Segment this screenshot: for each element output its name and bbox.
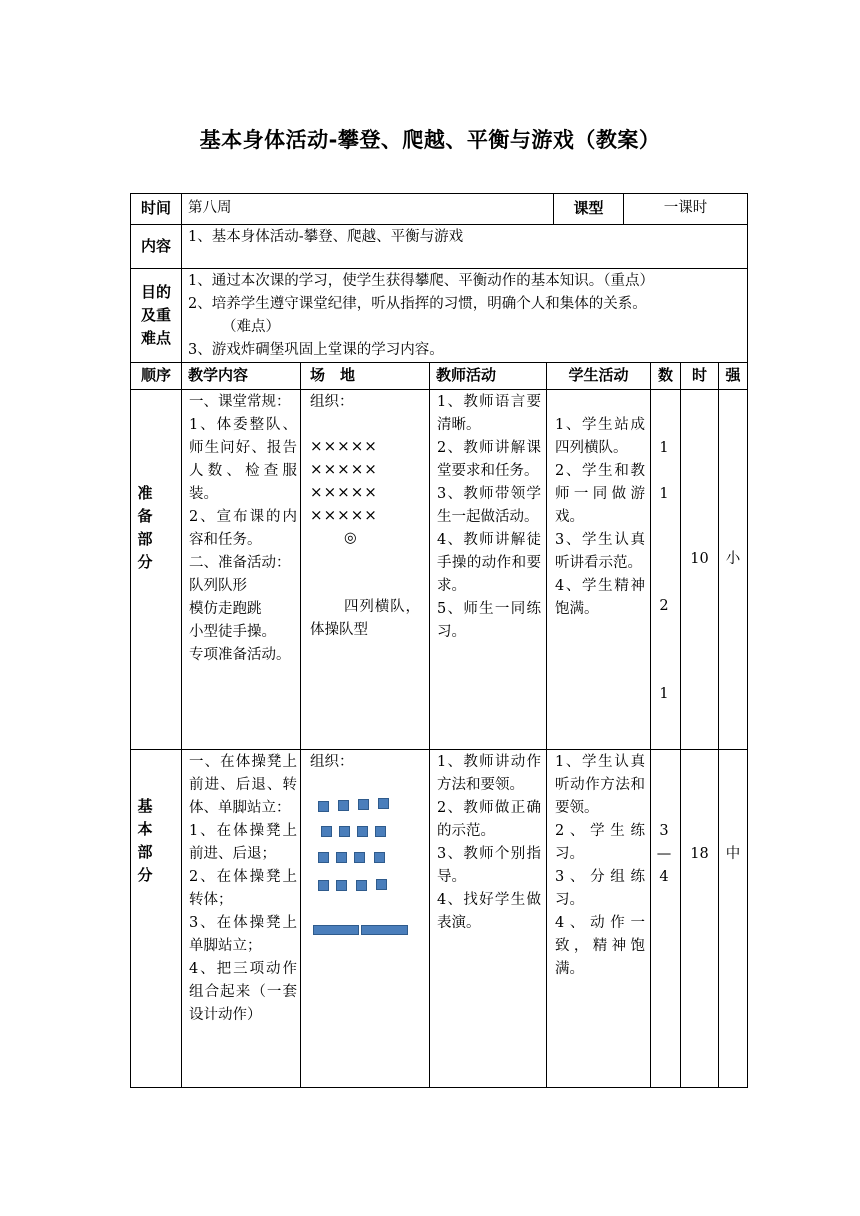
- count-value: 2: [659, 598, 669, 614]
- intensity-value: 中: [725, 846, 741, 862]
- student-block-icon: [374, 852, 385, 863]
- student-block-icon: [375, 826, 386, 837]
- content-label: 内容: [140, 237, 171, 255]
- type-value: 一课时: [663, 200, 708, 216]
- col-header-content: 教学内容: [188, 366, 249, 384]
- teacher-activity: 1、教师语言要清晰。 2、教师讲解课堂要求和任务。 3、教师带领学生一起做活动。 4、教师讲解徒手操的动作和要求。 5、师生一同练习。: [437, 394, 541, 640]
- col-header-time: 时: [691, 366, 707, 384]
- intensity-value: 小: [725, 551, 741, 567]
- goal-item: 1、通过本次课的学习，使学生获得攀爬、平衡动作的基本知识。（重点）: [188, 273, 654, 289]
- student-block-icon: [318, 852, 329, 863]
- student-block-icon: [356, 880, 367, 891]
- col-header-venue: 场 地: [310, 366, 356, 384]
- count-value: 1: [659, 486, 669, 502]
- student-block-icon: [318, 880, 329, 891]
- venue-cell: [310, 391, 426, 642]
- time-minutes: 18: [690, 846, 709, 862]
- col-header-order: 顺序: [140, 366, 171, 384]
- student-block-icon: [336, 880, 347, 891]
- formation-row: ×××××: [310, 460, 378, 478]
- bench-icon: [313, 925, 359, 935]
- count-value: 1: [659, 686, 669, 702]
- goal-item: （难点）: [222, 319, 280, 335]
- page-title: 基本身体活动-攀登、爬越、平衡与游戏（教案）: [199, 128, 661, 152]
- section-name: [136, 482, 156, 574]
- student-activity: 1、学生站成四列横队。 2、学生和教师一同做游戏。 3、学生认真听讲看示范。 4、学生精神饱满。: [555, 417, 645, 617]
- student-block-icon: [318, 801, 329, 812]
- count-value: 4: [659, 869, 669, 885]
- student-block-icon: [357, 826, 368, 837]
- time-label: 时间: [140, 199, 171, 217]
- student-block-icon: [376, 879, 387, 890]
- count-value: 3: [659, 823, 669, 839]
- time-value: 第八周: [188, 200, 232, 216]
- section-name-text: 基本部分: [137, 797, 153, 884]
- venue-label: 组织：: [310, 754, 354, 770]
- content-value: 1、基本身体活动-攀登、爬越、平衡与游戏: [188, 229, 464, 245]
- student-block-icon: [321, 826, 332, 837]
- formation-row: ×××××: [310, 483, 378, 501]
- goal-label-text: 目的及重难点: [140, 283, 171, 347]
- bench-icon: [361, 925, 408, 935]
- venue-note: 四列横队，体操队型: [310, 599, 420, 638]
- venue-label: 组织：: [310, 394, 354, 410]
- col-header-count: 数: [657, 366, 673, 384]
- formation-row: ×××××: [310, 437, 378, 455]
- col-header-student: 学生活动: [568, 366, 629, 384]
- section-content: 一、在体操凳上前进、后退、转体、单脚站立： 1、在体操凳上前进、后退； 2、在体操凳上转体； 3、在体操凳上单脚站立； 4、把三项动作组合起来（一套设计动作）: [189, 754, 297, 1023]
- goal-item: 2、培养学生遵守课堂纪律，听从指挥的习惯，明确个人和集体的关系。: [188, 296, 647, 312]
- student-block-icon: [339, 826, 350, 837]
- col-header-intensity: 强: [725, 366, 741, 384]
- venue-cell: [310, 751, 426, 951]
- goal-item: 3、游戏炸碉堡巩固上堂课的学习内容。: [188, 342, 444, 358]
- goal-list: [188, 270, 748, 362]
- goal-label: [136, 281, 176, 350]
- count-value: —: [656, 846, 672, 862]
- student-block-icon: [378, 798, 389, 809]
- col-header-teacher: 教师活动: [436, 366, 497, 384]
- teacher-position-mark: ◎: [344, 530, 357, 546]
- student-block-icon: [338, 800, 349, 811]
- teacher-activity: 1、教师讲动作方法和要领。 2、教师做正确的示范。 3、教师个别指导。 4、找好学生做表演。: [437, 754, 541, 931]
- section-content: 一、课堂常规： 1、体委整队、师生问好、报告人数、检查服装。 2、宣布课的内容和任务。 二、准备活动： 队列队形 模仿走跑跳 小型徒手操。 专项准备活动。: [189, 394, 297, 663]
- formation-row: ×××××: [310, 506, 378, 524]
- student-activity: 1、学生认真听动作方法和要领。 2、学生练习。 3、分组练习。 4、动作一致，精神饱满。: [555, 754, 645, 977]
- type-label: 课型: [573, 199, 604, 217]
- time-minutes: 10: [690, 551, 709, 567]
- student-block-icon: [358, 799, 369, 810]
- section-name-text: 准备部分: [137, 484, 153, 571]
- student-block-icon: [336, 852, 347, 863]
- count-value: 1: [659, 440, 669, 456]
- section-name: [136, 795, 156, 887]
- student-block-icon: [354, 852, 365, 863]
